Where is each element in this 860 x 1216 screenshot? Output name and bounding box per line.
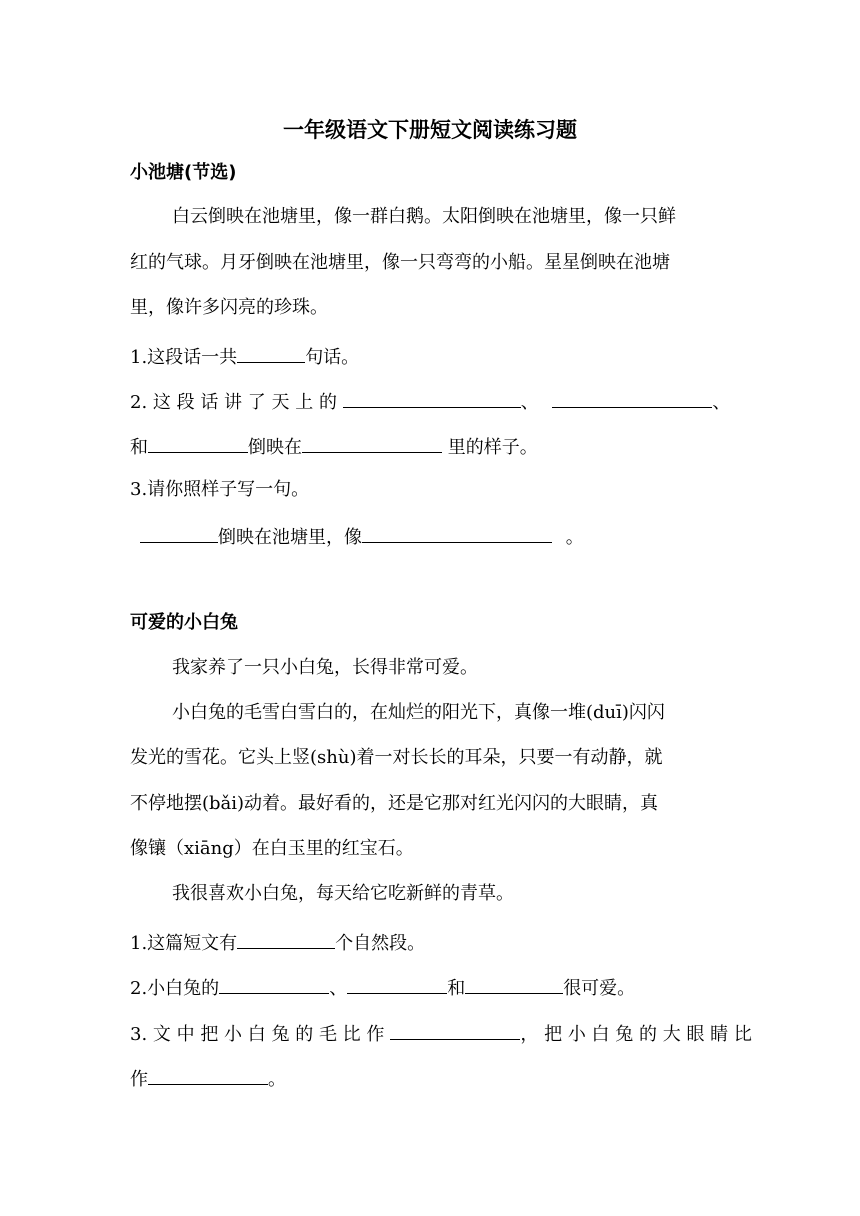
- passage2-para2-line1: 小白兔的毛雪白雪白的，在灿烂的阳光下，真像一堆(duī)闪闪: [172, 702, 665, 723]
- q2-text-d: 和: [130, 437, 148, 458]
- q2-text-e: 倒映在: [248, 437, 302, 458]
- passage2-question3-cont: [130, 1064, 730, 1092]
- answer-blank[interactable]: [362, 522, 552, 543]
- answer-blank[interactable]: [390, 1019, 520, 1040]
- p2-q2-text-d: 很可爱。: [563, 978, 636, 999]
- passage1-heading: 小池塘(节选): [130, 162, 237, 183]
- p2-q1-text-a: 1.这篇短文有: [130, 933, 238, 954]
- q2-text-f: 里的样子。: [447, 437, 538, 458]
- passage2-question1: [130, 928, 730, 956]
- answer-blank[interactable]: [140, 522, 218, 543]
- p2-q3-text-b: ， 把 小 白 兔 的 大 眼 睛 比: [520, 1024, 752, 1045]
- passage1-question2-cont: [130, 432, 730, 460]
- p2-q3-text-a: 3. 文 中 把 小 白 兔 的 毛 比 作: [130, 1024, 385, 1045]
- answer-blank[interactable]: [148, 432, 248, 453]
- p2-q2-text-c: 和: [447, 978, 466, 999]
- answer-blank[interactable]: [552, 387, 712, 408]
- answer-blank[interactable]: [148, 1064, 268, 1085]
- passage2-question3: [130, 1019, 752, 1047]
- q1-text-a: 1.这段话一共: [130, 347, 238, 368]
- p2-q3-text-d: 。: [268, 1069, 286, 1090]
- passage1-line2: 红的气球。月牙倒映在池塘里，像一只弯弯的小船。星星倒映在池塘: [130, 252, 670, 273]
- answer-blank[interactable]: [219, 973, 329, 994]
- answer-blank[interactable]: [302, 432, 442, 453]
- passage2-para3: 我很喜欢小白兔，每天给它吃新鲜的青草。: [172, 883, 514, 904]
- passage1-question2: [130, 387, 730, 415]
- p2-q2-text-a: 2.小白兔的: [130, 978, 220, 999]
- q3-text-b: 。: [565, 527, 584, 548]
- q3-text-a: 倒映在池塘里，像: [218, 527, 362, 548]
- answer-blank[interactable]: [237, 342, 305, 363]
- q2-text-c: 、: [712, 392, 731, 413]
- passage1-question3-answer: [140, 522, 740, 550]
- q1-text-b: 句话。: [305, 347, 360, 368]
- passage2-para2-line2: 发光的雪花。它头上竖(shù)着一对长长的耳朵，只要一有动静，就: [130, 747, 663, 768]
- q2-text-b: 、: [520, 392, 539, 413]
- passage1-line3: 里，像许多闪亮的珍珠。: [130, 297, 328, 318]
- passage1-line1: 白云倒映在池塘里，像一群白鹅。太阳倒映在池塘里，像一只鲜: [172, 206, 676, 227]
- answer-blank[interactable]: [343, 387, 521, 408]
- p2-q2-text-b: 、: [329, 978, 348, 999]
- page-title: 一年级语文下册短文阅读练习题: [283, 117, 577, 142]
- passage1-question3: 3.请你照样子写一句。: [130, 479, 310, 500]
- answer-blank[interactable]: [347, 973, 447, 994]
- passage2-para2-line4: 像镶（xiāng）在白玉里的红宝石。: [130, 838, 414, 859]
- answer-blank[interactable]: [465, 973, 563, 994]
- passage1-question1: [130, 342, 730, 370]
- q2-text-a: 2. 这 段 话 讲 了 天 上 的: [130, 392, 337, 413]
- p2-q1-text-b: 个自然段。: [335, 933, 426, 954]
- passage2-para2-line3: 不停地摆(bǎi)动着。最好看的，还是它那对红光闪闪的大眼睛，真: [130, 793, 659, 814]
- p2-q3-text-c: 作: [130, 1069, 148, 1090]
- passage2-heading: 可爱的小白兔: [130, 612, 238, 633]
- passage2-question2: [130, 973, 730, 1001]
- passage2-para1: 我家养了一只小白兔，长得非常可爱。: [172, 657, 478, 678]
- answer-blank[interactable]: [237, 928, 335, 949]
